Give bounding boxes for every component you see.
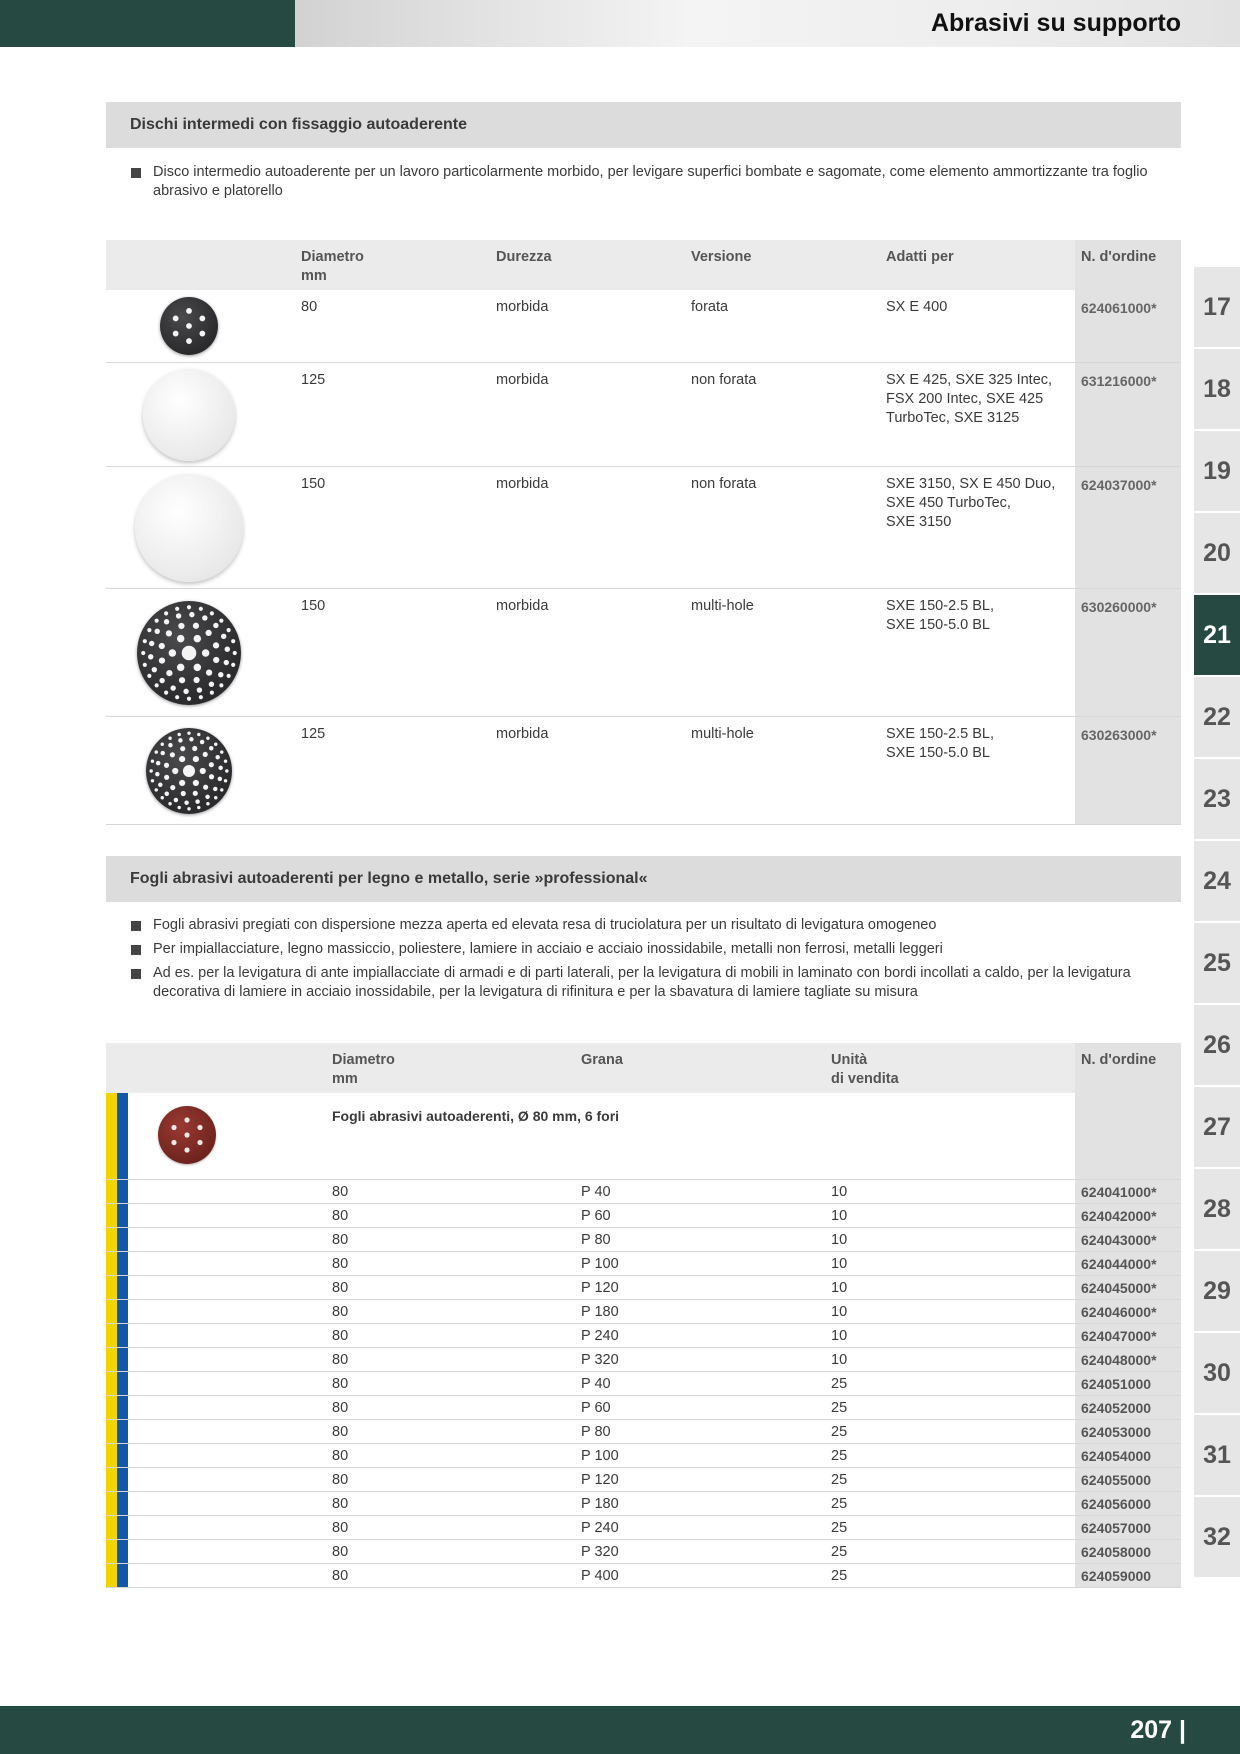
multi-hole-pattern-icon: [137, 601, 241, 705]
cell-fits: SX E 400: [886, 299, 948, 315]
chapter-tab-29[interactable]: 29: [1194, 1251, 1240, 1331]
cell-order-number: 624046000*: [1081, 1304, 1157, 1320]
cell-grit: P 180: [581, 1496, 619, 1512]
product-group-row: [106, 1093, 1181, 1180]
table-row: [106, 1468, 1181, 1492]
bullet-item: Disco intermedio autoaderente per un lavoro particolarmente morbido, per levigare superfici bombate e sagomate, come elemento ammortizzante tra foglio abrasivo e platorello: [131, 163, 1166, 201]
bullet-list: [131, 916, 1166, 1007]
cell-order-number: 631216000*: [1081, 373, 1157, 389]
section-heading: Fogli abrasivi autoaderenti per legno e metallo, serie »professional«: [106, 856, 1181, 902]
chapter-tab-27[interactable]: 27: [1194, 1087, 1240, 1167]
cell-diameter: 80: [332, 1472, 349, 1488]
table-row: [106, 1372, 1181, 1396]
cell-diameter: 80: [332, 1424, 349, 1440]
table-row: [106, 1228, 1181, 1252]
dark-pad-multi-hole-image: [137, 601, 241, 705]
col-header-order: N. d'ordine: [1081, 1052, 1157, 1068]
table-row: [106, 1396, 1181, 1420]
cell-diameter: 125: [301, 726, 326, 742]
cell-unit: 25: [831, 1568, 848, 1584]
chapter-tab-17[interactable]: 17: [1194, 267, 1240, 347]
six-holes-icon: [160, 297, 218, 355]
cell-order-number: 624047000*: [1081, 1328, 1157, 1344]
table-header: [106, 1043, 1181, 1093]
cell-diameter: 80: [332, 1400, 349, 1416]
cell-order-number: 624043000*: [1081, 1232, 1157, 1248]
cell-order-number: 624057000: [1081, 1520, 1152, 1536]
cell-diameter: 80: [332, 1544, 349, 1560]
dark-pad-6-holes-image: [160, 297, 218, 355]
table-row: [106, 290, 1181, 363]
cell-grit: P 120: [581, 1472, 619, 1488]
table-row: [106, 1492, 1181, 1516]
table-row: [106, 363, 1181, 467]
cell-diameter: 80: [332, 1208, 349, 1224]
table-row: [106, 1540, 1181, 1564]
col-header-grit: Grana: [581, 1052, 623, 1068]
cell-order-number: 624061000*: [1081, 300, 1157, 316]
chapter-tab-25[interactable]: 25: [1194, 923, 1240, 1003]
bullet-item: Fogli abrasivi pregiati con dispersione mezza aperta ed elevata resa di truciolatura per un risultato di levigatura omogeneo: [131, 916, 1166, 935]
col-header-diameter: Diametro mm: [332, 1052, 395, 1087]
chapter-tab-18[interactable]: 18: [1194, 349, 1240, 429]
chapter-tab-23[interactable]: 23: [1194, 759, 1240, 839]
table-header: [106, 240, 1181, 290]
cell-order-number: 624045000*: [1081, 1280, 1157, 1296]
cell-grit: P 60: [581, 1208, 611, 1224]
table-row: [106, 1324, 1181, 1348]
cell-version: multi-hole: [691, 726, 754, 742]
cell-version: multi-hole: [691, 598, 754, 614]
col-header-version: Versione: [691, 249, 752, 265]
cell-unit: 10: [831, 1208, 848, 1224]
cell-hardness: morbida: [496, 372, 549, 388]
chapter-tab-30[interactable]: 30: [1194, 1333, 1240, 1413]
cell-diameter: 80: [332, 1520, 349, 1536]
cell-diameter: 80: [301, 299, 318, 315]
table-row: [106, 1300, 1181, 1324]
cell-order-number: 624056000: [1081, 1496, 1152, 1512]
cell-diameter: 80: [332, 1448, 349, 1464]
footer-bar: [0, 1706, 1240, 1754]
cell-diameter: 80: [332, 1328, 349, 1344]
cell-order-number: 624051000: [1081, 1376, 1152, 1392]
cell-version: non forata: [691, 372, 757, 388]
cell-diameter: 80: [332, 1256, 349, 1272]
cell-unit: 25: [831, 1376, 848, 1392]
cell-grit: P 100: [581, 1256, 619, 1272]
abrasive-sheet-image: [158, 1106, 216, 1164]
product-image-cell: [106, 363, 272, 466]
cell-order-number: 624053000: [1081, 1424, 1152, 1440]
cell-grit: P 120: [581, 1280, 619, 1296]
table-row: [106, 1516, 1181, 1540]
page-number: 207 |: [1130, 1716, 1186, 1744]
cell-diameter: 80: [332, 1280, 349, 1296]
table-row: [106, 1348, 1181, 1372]
cell-order-number: 630263000*: [1081, 727, 1157, 743]
cell-unit: 10: [831, 1232, 848, 1248]
cell-diameter: 80: [332, 1304, 349, 1320]
cell-unit: 10: [831, 1352, 848, 1368]
table-row: [106, 1444, 1181, 1468]
chapter-tab-19[interactable]: 19: [1194, 431, 1240, 511]
cell-hardness: morbida: [496, 299, 549, 315]
cell-grit: P 80: [581, 1424, 611, 1440]
col-header-diameter: Diametro mm: [301, 249, 364, 284]
table-body: [106, 1093, 1181, 1588]
cell-diameter: 125: [301, 372, 326, 388]
cell-unit: 25: [831, 1496, 848, 1512]
header-bar-dark: [0, 0, 295, 47]
bullet-item: Per impiallacciature, legno massiccio, poliestere, lamiere in acciaio e acciaio inossidabile, metalli non ferrosi, metalli leggeri: [131, 940, 1166, 959]
cell-grit: P 240: [581, 1328, 619, 1344]
cell-order-number: 624059000: [1081, 1568, 1152, 1584]
cell-fits: SXE 3150, SX E 450 Duo, SXE 450 TurboTec, SXE 3150: [886, 476, 1056, 530]
chapter-tab-31[interactable]: 31: [1194, 1415, 1240, 1495]
cell-fits: SXE 150-2.5 BL, SXE 150-5.0 BL: [886, 598, 995, 633]
cell-diameter: 80: [332, 1568, 349, 1584]
product-table-intermediate-pads: [106, 240, 1181, 825]
cell-diameter: 80: [332, 1352, 349, 1368]
table-row: [106, 1204, 1181, 1228]
cell-unit: 25: [831, 1472, 848, 1488]
cell-grit: P 80: [581, 1232, 611, 1248]
table-row: [106, 1564, 1181, 1588]
product-table-abrasive-sheets: [106, 1043, 1181, 1588]
cell-order-number: 624042000*: [1081, 1208, 1157, 1224]
chapter-tab-32[interactable]: 32: [1194, 1497, 1240, 1577]
cell-unit: 10: [831, 1256, 848, 1272]
cell-grit: P 240: [581, 1520, 619, 1536]
cell-grit: P 180: [581, 1304, 619, 1320]
col-header-hardness: Durezza: [496, 249, 552, 265]
product-image-cell: [106, 290, 272, 362]
dark-pad-multi-hole-image: [146, 728, 232, 814]
cell-hardness: morbida: [496, 726, 549, 742]
product-rows: [106, 1180, 1181, 1588]
cell-order-number: 624052000: [1081, 1400, 1152, 1416]
cell-unit: 10: [831, 1280, 848, 1296]
cell-order-number: 624037000*: [1081, 477, 1157, 493]
cell-grit: P 100: [581, 1448, 619, 1464]
six-holes-icon: [158, 1106, 216, 1164]
cell-grit: P 40: [581, 1376, 611, 1392]
cell-diameter: 150: [301, 598, 326, 614]
table-row: [106, 589, 1181, 717]
cell-diameter: 80: [332, 1376, 349, 1392]
cell-hardness: morbida: [496, 598, 549, 614]
cell-unit: 25: [831, 1424, 848, 1440]
product-image-cell: [106, 717, 272, 824]
cell-diameter: 80: [332, 1184, 349, 1200]
table-row: [106, 467, 1181, 589]
bullet-item: Ad es. per la levigatura di ante impiallacciate di armadi e di parti laterali, per la levigatura di mobili in laminato con bordi incollati a caldo, per la levigatura decorativa di lamiere in acciaio inossidabile, per la levigatura di rifinitura e per la sbavatura di lamiere tagliate su misura: [131, 964, 1166, 1002]
cell-unit: 10: [831, 1304, 848, 1320]
section-heading: Dischi intermedi con fissaggio autoaderente: [106, 102, 1181, 148]
cell-hardness: morbida: [496, 476, 549, 492]
cell-unit: 10: [831, 1328, 848, 1344]
cell-unit: 25: [831, 1400, 848, 1416]
cell-version: forata: [691, 299, 729, 315]
table-row: [106, 1180, 1181, 1204]
chapter-tab-26[interactable]: 26: [1194, 1005, 1240, 1085]
cell-diameter: 150: [301, 476, 326, 492]
cell-unit: 25: [831, 1448, 848, 1464]
table-row: [106, 1420, 1181, 1444]
cell-grit: P 320: [581, 1352, 619, 1368]
white-pad-image: [135, 474, 243, 582]
cell-order-number: 624048000*: [1081, 1352, 1157, 1368]
col-header-fits: Adatti per: [886, 249, 954, 265]
white-pad-image: [143, 369, 235, 461]
cell-diameter: 80: [332, 1232, 349, 1248]
cell-diameter: 80: [332, 1496, 349, 1512]
cell-grit: P 400: [581, 1568, 619, 1584]
product-group-label: Fogli abrasivi autoaderenti, Ø 80 mm, 6 fori: [332, 1108, 620, 1124]
chapter-tab-20[interactable]: 20: [1194, 513, 1240, 593]
product-image-cell: [106, 589, 272, 716]
table-body: [106, 290, 1181, 825]
chapter-tab-21[interactable]: 21: [1194, 595, 1240, 675]
cell-unit: 10: [831, 1184, 848, 1200]
cell-grit: P 60: [581, 1400, 611, 1416]
cell-unit: 25: [831, 1520, 848, 1536]
chapter-tab-22[interactable]: 22: [1194, 677, 1240, 757]
cell-grit: P 40: [581, 1184, 611, 1200]
cell-fits: SXE 150-2.5 BL, SXE 150-5.0 BL: [886, 726, 995, 761]
table-row: [106, 1276, 1181, 1300]
cell-order-number: 624058000: [1081, 1544, 1152, 1560]
chapter-tab-28[interactable]: 28: [1194, 1169, 1240, 1249]
cell-unit: 25: [831, 1544, 848, 1560]
col-header-order: N. d'ordine: [1081, 249, 1157, 265]
multi-hole-pattern-icon: [146, 728, 232, 814]
cell-fits: SX E 425, SXE 325 Intec, FSX 200 Intec, SXE 425 TurboTec, SXE 3125: [886, 372, 1053, 426]
chapter-tab-24[interactable]: 24: [1194, 841, 1240, 921]
cell-order-number: 624044000*: [1081, 1256, 1157, 1272]
table-row: [106, 717, 1181, 825]
cell-order-number: 624055000: [1081, 1472, 1152, 1488]
cell-order-number: 624041000*: [1081, 1184, 1157, 1200]
cell-order-number: 630260000*: [1081, 599, 1157, 615]
col-header-unit: Unità di vendita: [831, 1052, 899, 1087]
chapter-tabs: [1194, 267, 1240, 1579]
table-row: [106, 1252, 1181, 1276]
cell-order-number: 624054000: [1081, 1448, 1152, 1464]
cell-grit: P 320: [581, 1544, 619, 1560]
bullet-list: [131, 163, 1166, 206]
product-image-cell: [106, 467, 272, 588]
cell-version: non forata: [691, 476, 757, 492]
page-title: Abrasivi su supporto: [930, 9, 1181, 37]
